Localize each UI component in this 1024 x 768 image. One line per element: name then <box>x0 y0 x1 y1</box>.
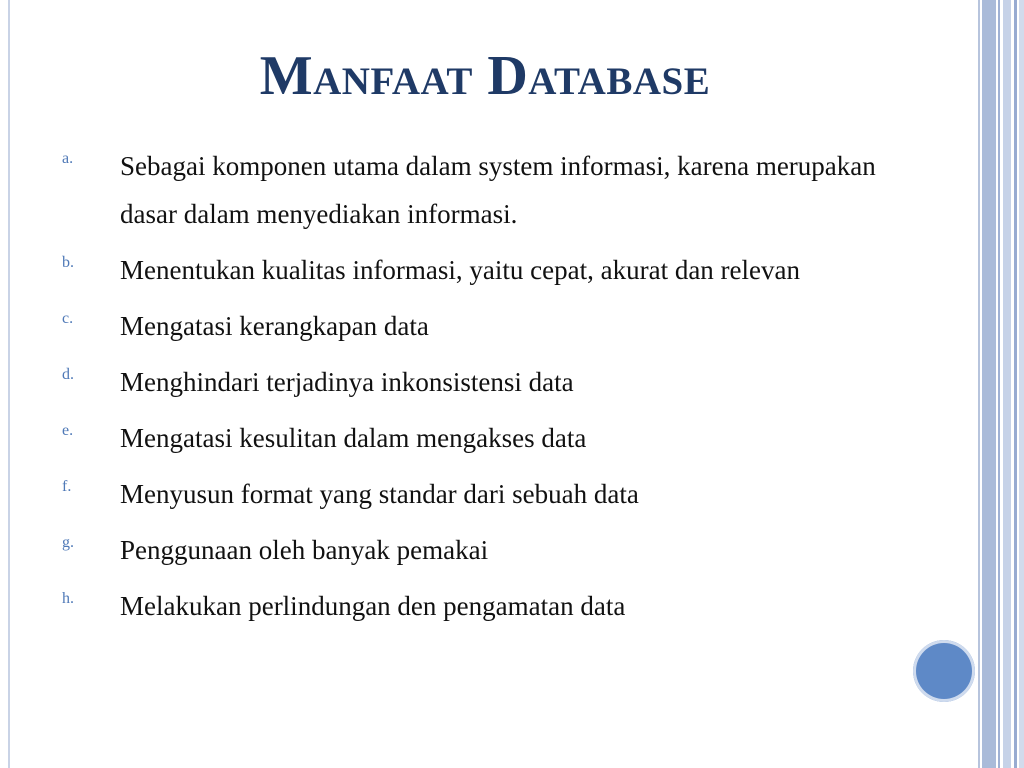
stripe <box>982 0 996 768</box>
list-marker: h. <box>62 590 74 607</box>
list-marker: c. <box>62 310 74 327</box>
stripe <box>978 0 980 768</box>
list-item <box>62 526 902 574</box>
stripe <box>1003 0 1011 768</box>
stripe <box>998 0 1000 768</box>
circle-icon <box>913 640 975 702</box>
list-item <box>62 358 902 406</box>
list-item <box>62 246 902 294</box>
bullet-list <box>62 142 902 638</box>
list-marker: f. <box>62 478 72 495</box>
list-item-text: Menyusun format yang standar dari sebuah data <box>120 479 639 509</box>
list-item <box>62 582 902 630</box>
list-marker: a. <box>62 150 74 167</box>
list-marker: e. <box>62 422 74 439</box>
list-item-text: Menentukan kualitas informasi, yaitu cepat, akurat dan relevan <box>120 255 800 285</box>
stripe <box>1014 0 1017 768</box>
left-border <box>8 0 10 768</box>
list-item-text: Mengatasi kerangkapan data <box>120 311 429 341</box>
list-item <box>62 470 902 518</box>
slide-title: Manfaat Database <box>259 45 711 107</box>
stripe <box>1019 0 1024 768</box>
list-item-text: Menghindari terjadinya inkonsistensi data <box>120 367 574 397</box>
list-item-text: Mengatasi kesulitan dalam mengakses data <box>120 423 587 453</box>
list-item-text: Penggunaan oleh banyak pemakai <box>120 535 489 565</box>
list-item-text: Melakukan perlindungan den pengamatan data <box>120 591 626 621</box>
list-marker: d. <box>62 366 74 383</box>
list-item <box>62 414 902 462</box>
list-item <box>62 142 902 238</box>
right-decorative-stripes <box>978 0 1024 768</box>
list-item-text: Sebagai komponen utama dalam system informasi, karena merupakan dasar dalam menyediakan informasi. <box>120 151 876 229</box>
list-item <box>62 302 902 350</box>
list-marker: b. <box>62 254 74 271</box>
list-marker: g. <box>62 534 74 551</box>
